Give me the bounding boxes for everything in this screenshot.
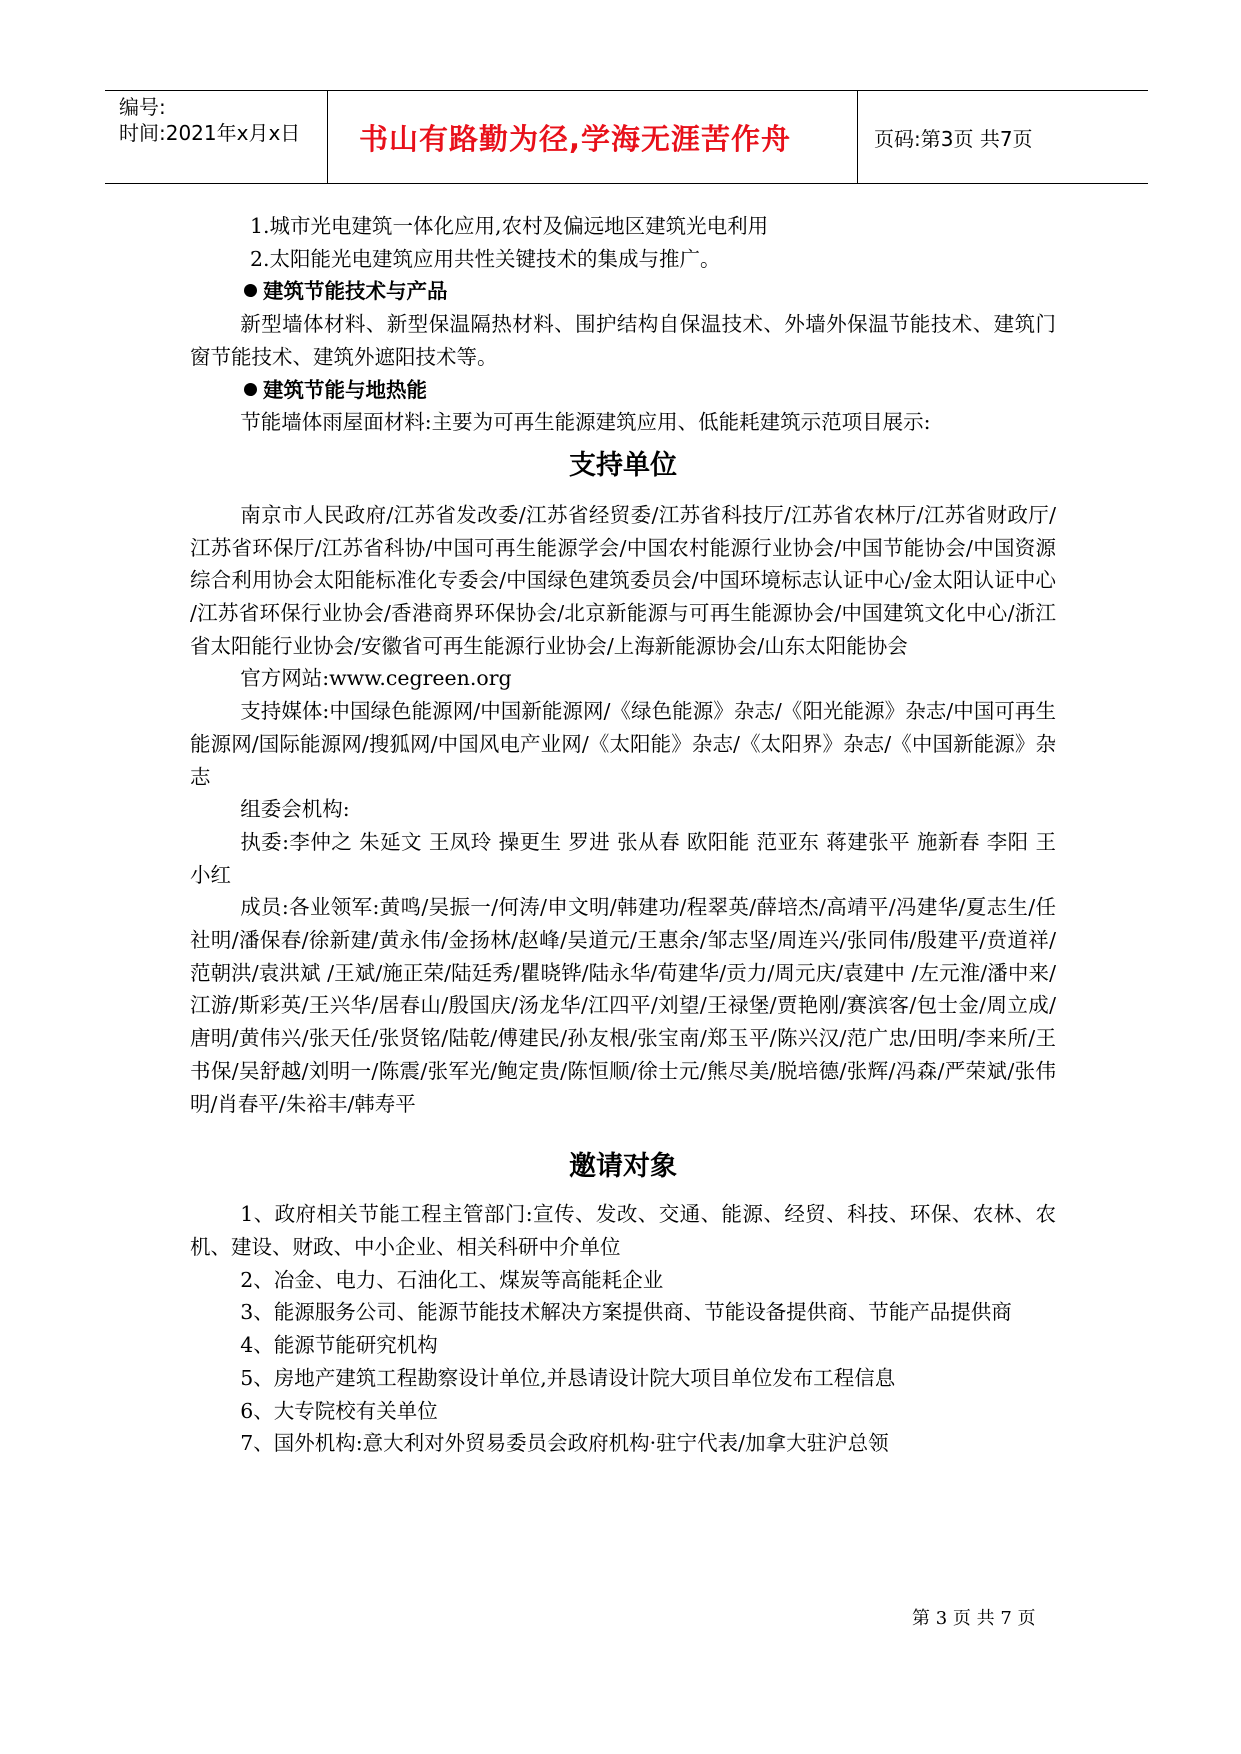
page-header [105, 90, 1148, 184]
paragraph: 执委:李仲之 朱延文 王凤玲 操更生 罗进 张从春 欧阳能 范亚东 蒋建张平 施新春 李阳 王小红 [190, 829, 1056, 887]
list-item: 1.城市光电建筑一体化应用,农村及偏远地区建筑光电利用 [250, 214, 769, 238]
list-item: 4、能源节能研究机构 [240, 1333, 438, 1358]
section-heading: 支持单位 [569, 449, 677, 481]
serial-label: 编号: [119, 95, 166, 119]
list-item: 1、政府相关节能工程主管部门:宣传、发改、交通、能源、经贸、科技、环保、农林、农机、建设、财政、中小企业、相关科研中介单位 [190, 1202, 1056, 1259]
paragraph: 新型墙体材料、新型保温隔热材料、围护结构自保温技术、外墙外保温节能技术、建筑门窗节能技术、建筑外遮阳技术等。 [190, 312, 1056, 369]
list-item: 6、大专院校有关单位 [240, 1398, 438, 1423]
list-item: 7、国外机构:意大利对外贸易委员会政府机构·驻宁代表/加拿大驻沪总领 [240, 1431, 889, 1456]
bullet-heading [190, 275, 1056, 308]
bullet-heading [190, 374, 1056, 407]
list-item: 3、能源服务公司、能源节能技术解决方案提供商、节能设备提供商、节能产品提供商 [240, 1300, 1012, 1325]
paragraph: 支持媒体:中国绿色能源网/中国新能源网/《绿色能源》杂志/《阳光能源》杂志/中国可再生能源网/国际能源网/搜狐网/中国风电产业网/《太阳能》杂志/《太阳界》杂志/《中国新能源》杂志 [190, 699, 1056, 789]
bullet-heading-text: 建筑节能技术与产品 [263, 279, 448, 304]
bullet-icon [244, 284, 257, 297]
bullet-heading-text: 建筑节能与地热能 [263, 377, 427, 402]
page-footer: 第 3 页 共 7 页 [912, 1608, 1036, 1629]
paragraph: 组委会机构: [240, 797, 350, 822]
paragraph: 节能墙体雨屋面材料:主要为可再生能源建筑应用、低能耗建筑示范项目展示: [240, 410, 931, 435]
website-line: 官方网站:www.cegreen.org [240, 666, 512, 691]
paragraph: 南京市人民政府/江苏省发改委/江苏省经贸委/江苏省科技厅/江苏省农林厅/江苏省财政厅/江苏省环保厅/江苏省科协/中国可再生能源学会/中国农村能源行业协会/中国节能协会/中国资源综合利用协会太阳能标准化专委会/中国绿色建筑委员会/中国环境标志认证中心/金太阳认证中心 /江苏省环保行业协会/香港商界环保协会/北京新能源与可再生能源协会/中国建筑文化中心/浙江省太阳能行业协会/安徽省可再生能源行业协会/上海新能源协会/山东太阳能协会 [190, 502, 1056, 658]
list-item: 2.太阳能光电建筑应用共性关键技术的集成与推广。 [250, 246, 721, 271]
document-body [190, 210, 1056, 1460]
header-motto: 书山有路勤为径,学海无涯苦作舟 [358, 121, 792, 156]
list-item: 2、冶金、电力、石油化工、煤炭等高能耗企业 [240, 1267, 664, 1292]
time-label: 时间:2021年x月x日 [119, 121, 301, 145]
bullet-icon [244, 383, 257, 396]
section-heading: 邀请对象 [569, 1151, 677, 1183]
header-page-number: 页码:第3页 共7页 [874, 126, 1033, 151]
paragraph: 成员:各业领军:黄鸣/吴振一/何涛/申文明/韩建功/程翠英/薛培杰/高靖平/冯建华/夏志生/任社明/潘保春/徐新建/黄永伟/金扬林/赵峰/吴道元/王惠余/邹志坚/周连兴/张同伟/殷建平/贲道祥/范朝洪/袁洪斌 /王斌/施正荣/陆廷秀/瞿晓铧/陆永华/荀建华/贡力/周元庆/袁建中 /左元淮/潘中来/江游/斯彩英/王兴华/居春山/殷国庆/汤龙华/江四平/刘望/王禄堡/贾艳刚/赛滨客/包士金/周立成/唐明/黄伟兴/张天任/张贤铭/陆乾/傅建民/孙友根/张宝南/郑玉平/陈兴汉/范广忠/田明/李来所/王书保/吴舒越/刘明一/陈震/张军光/鲍定贵/陈恒顺/徐士元/熊尽美/脱培德/张辉/冯森/严荣斌/张伟明/肖春平/朱裕丰/韩寿平 [190, 895, 1056, 1116]
list-item: 5、房地产建筑工程勘察设计单位,并恳请设计院大项目单位发布工程信息 [240, 1365, 896, 1390]
